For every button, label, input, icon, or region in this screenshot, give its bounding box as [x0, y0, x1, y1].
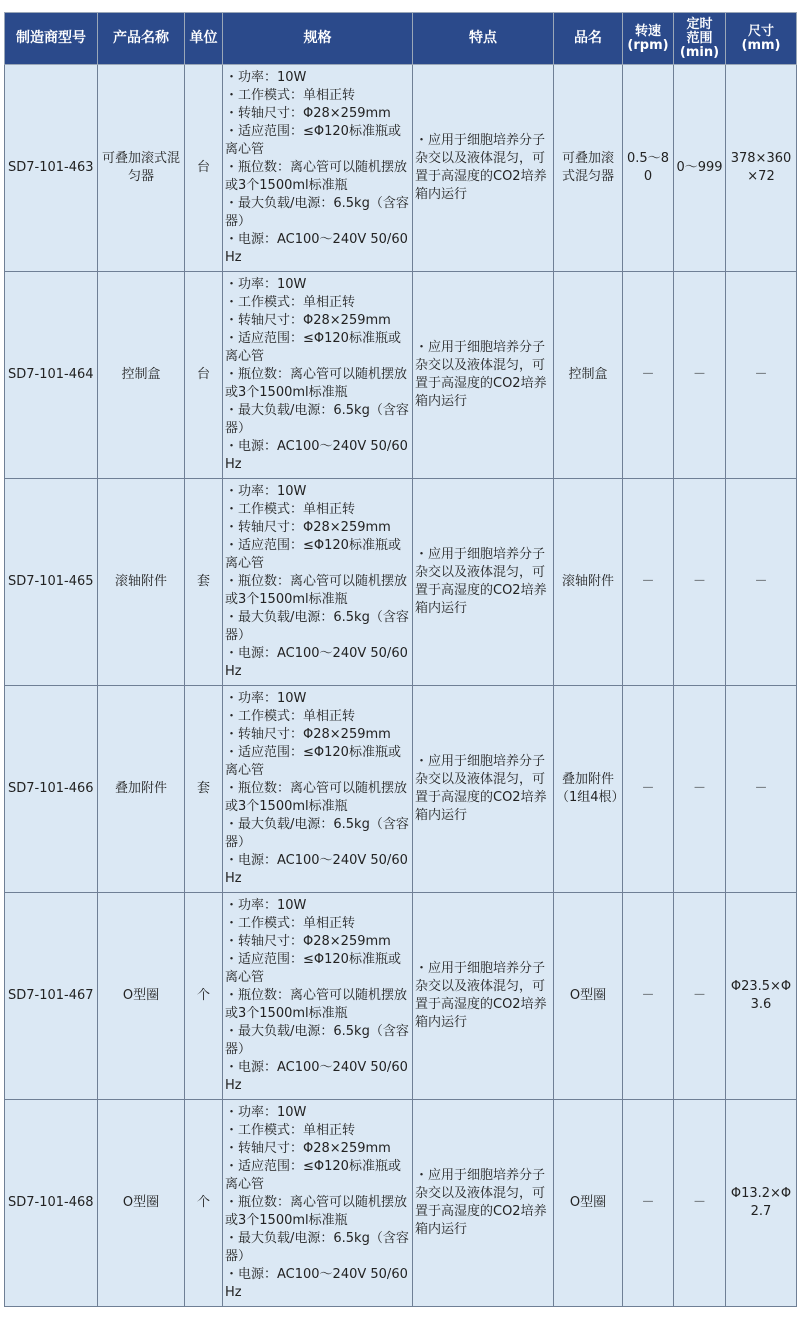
cell-spec	[223, 1100, 413, 1307]
spec-line: ・功率：10W	[225, 898, 307, 913]
cell-unit: 个	[185, 893, 223, 1100]
spec-line: ・最大负载/电源：6.5kg（含容器）	[225, 1231, 409, 1264]
spec-line: ・转轴尺寸：Φ28×259mm	[225, 727, 391, 742]
cell-product: 滚轴附件	[554, 479, 623, 686]
cell-name: 滚轴附件	[98, 479, 185, 686]
cell-size: －	[726, 479, 797, 686]
spec-line: ・电源：AC100～240V 50/60Hz	[225, 439, 408, 472]
product-spec-table	[4, 12, 797, 1307]
header-size-label: 尺寸	[747, 23, 774, 39]
table-row	[5, 65, 797, 272]
spec-line: ・电源：AC100～240V 50/60Hz	[225, 1267, 408, 1300]
cell-feature: ・应用于细胞培养分子杂交以及液体混匀，可置于高湿度的CO2培养箱内运行	[413, 1100, 554, 1307]
header-product: 品名	[554, 13, 623, 65]
cell-name: O型圈	[98, 893, 185, 1100]
spec-line: ・转轴尺寸：Φ28×259mm	[225, 1141, 391, 1156]
cell-size: Φ13.2×Φ2.7	[726, 1100, 797, 1307]
spec-line: ・适应范围：≤Φ120标准瓶或离心管	[225, 124, 401, 157]
cell-model: SD7-101-463	[5, 65, 98, 272]
header-unit: 单位	[185, 13, 223, 65]
product-table-container	[4, 12, 797, 1307]
spec-line: ・最大负载/电源：6.5kg（含容器）	[225, 817, 409, 850]
cell-speed: －	[623, 893, 674, 1100]
cell-timer: －	[674, 893, 726, 1100]
cell-name: 可叠加滚式混匀器	[98, 65, 185, 272]
spec-line: ・最大负载/电源：6.5kg（含容器）	[225, 610, 409, 643]
cell-model: SD7-101-467	[5, 893, 98, 1100]
header-speed	[623, 13, 674, 65]
table-row	[5, 479, 797, 686]
spec-line: ・瓶位数：离心管可以随机摆放或3个1500ml标准瓶	[225, 1195, 408, 1228]
cell-spec	[223, 479, 413, 686]
cell-unit: 套	[185, 686, 223, 893]
spec-line: ・转轴尺寸：Φ28×259mm	[225, 313, 391, 328]
cell-model: SD7-101-465	[5, 479, 98, 686]
spec-line: ・功率：10W	[225, 70, 307, 85]
spec-line: ・电源：AC100～240V 50/60Hz	[225, 1060, 408, 1093]
cell-product: O型圈	[554, 893, 623, 1100]
header-size-unit: (mm)	[741, 37, 781, 53]
spec-line: ・瓶位数：离心管可以随机摆放或3个1500ml标准瓶	[225, 781, 408, 814]
cell-name: 叠加附件	[98, 686, 185, 893]
header-feature: 特点	[413, 13, 554, 65]
cell-model: SD7-101-468	[5, 1100, 98, 1307]
cell-speed: －	[623, 1100, 674, 1307]
cell-size: 378×360×72	[726, 65, 797, 272]
spec-line: ・工作模式：单相正转	[225, 502, 356, 517]
cell-spec	[223, 65, 413, 272]
spec-line: ・最大负载/电源：6.5kg（含容器）	[225, 403, 409, 436]
spec-line: ・工作模式：单相正转	[225, 295, 356, 310]
spec-line: ・瓶位数：离心管可以随机摆放或3个1500ml标准瓶	[225, 367, 408, 400]
spec-line: ・适应范围：≤Φ120标准瓶或离心管	[225, 745, 401, 778]
cell-spec	[223, 272, 413, 479]
cell-unit: 台	[185, 272, 223, 479]
spec-line: ・工作模式：单相正转	[225, 916, 356, 931]
header-speed-label: 转速	[634, 23, 661, 39]
table-body	[5, 65, 797, 1307]
cell-unit: 个	[185, 1100, 223, 1307]
spec-line: ・转轴尺寸：Φ28×259mm	[225, 934, 391, 949]
spec-line: ・电源：AC100～240V 50/60Hz	[225, 853, 408, 886]
spec-line: ・转轴尺寸：Φ28×259mm	[225, 106, 391, 121]
header-timer	[674, 13, 726, 65]
spec-line: ・适应范围：≤Φ120标准瓶或离心管	[225, 1159, 401, 1192]
spec-line: ・功率：10W	[225, 277, 307, 292]
cell-feature: ・应用于细胞培养分子杂交以及液体混匀，可置于高湿度的CO2培养箱内运行	[413, 65, 554, 272]
cell-feature: ・应用于细胞培养分子杂交以及液体混匀，可置于高湿度的CO2培养箱内运行	[413, 893, 554, 1100]
header-size	[726, 13, 797, 65]
header-timer-label-2: 范围	[686, 30, 713, 46]
cell-product: O型圈	[554, 1100, 623, 1307]
spec-line: ・瓶位数：离心管可以随机摆放或3个1500ml标准瓶	[225, 160, 408, 193]
cell-size: －	[726, 272, 797, 479]
header-speed-unit: (rpm)	[627, 37, 669, 53]
spec-line: ・电源：AC100～240V 50/60Hz	[225, 232, 408, 265]
table-row	[5, 893, 797, 1100]
spec-line: ・瓶位数：离心管可以随机摆放或3个1500ml标准瓶	[225, 574, 408, 607]
cell-spec	[223, 686, 413, 893]
cell-speed: －	[623, 272, 674, 479]
cell-timer: －	[674, 272, 726, 479]
cell-feature: ・应用于细胞培养分子杂交以及液体混匀，可置于高湿度的CO2培养箱内运行	[413, 272, 554, 479]
cell-model: SD7-101-466	[5, 686, 98, 893]
spec-line: ・功率：10W	[225, 484, 307, 499]
cell-feature: ・应用于细胞培养分子杂交以及液体混匀，可置于高湿度的CO2培养箱内运行	[413, 686, 554, 893]
spec-line: ・适应范围：≤Φ120标准瓶或离心管	[225, 331, 401, 364]
spec-line: ・适应范围：≤Φ120标准瓶或离心管	[225, 952, 401, 985]
spec-line: ・功率：10W	[225, 1105, 307, 1120]
cell-speed: －	[623, 686, 674, 893]
spec-line: ・工作模式：单相正转	[225, 1123, 356, 1138]
spec-line: ・最大负载/电源：6.5kg（含容器）	[225, 1024, 409, 1057]
table-row	[5, 1100, 797, 1307]
cell-product: 可叠加滚式混匀器	[554, 65, 623, 272]
spec-line: ・功率：10W	[225, 691, 307, 706]
cell-timer: －	[674, 1100, 726, 1307]
spec-line: ・电源：AC100～240V 50/60Hz	[225, 646, 408, 679]
cell-unit: 台	[185, 65, 223, 272]
cell-timer: －	[674, 686, 726, 893]
cell-unit: 套	[185, 479, 223, 686]
cell-feature: ・应用于细胞培养分子杂交以及液体混匀，可置于高湿度的CO2培养箱内运行	[413, 479, 554, 686]
header-name: 产品名称	[98, 13, 185, 65]
cell-size: Φ23.5×Φ3.6	[726, 893, 797, 1100]
cell-name: O型圈	[98, 1100, 185, 1307]
cell-size: －	[726, 686, 797, 893]
cell-name: 控制盒	[98, 272, 185, 479]
cell-product: 叠加附件（1组4根）	[554, 686, 623, 893]
cell-speed: 0.5～80	[623, 65, 674, 272]
cell-timer: 0～999	[674, 65, 726, 272]
header-timer-label-1: 定时	[686, 16, 713, 32]
cell-spec	[223, 893, 413, 1100]
cell-speed: －	[623, 479, 674, 686]
spec-line: ・最大负载/电源：6.5kg（含容器）	[225, 196, 409, 229]
header-spec: 规格	[223, 13, 413, 65]
spec-line: ・工作模式：单相正转	[225, 88, 356, 103]
header-timer-unit: (min)	[679, 44, 720, 60]
cell-model: SD7-101-464	[5, 272, 98, 479]
spec-line: ・适应范围：≤Φ120标准瓶或离心管	[225, 538, 401, 571]
spec-line: ・瓶位数：离心管可以随机摆放或3个1500ml标准瓶	[225, 988, 408, 1021]
spec-line: ・工作模式：单相正转	[225, 709, 356, 724]
table-row	[5, 272, 797, 479]
cell-timer: －	[674, 479, 726, 686]
header-row	[5, 13, 797, 65]
table-row	[5, 686, 797, 893]
spec-line: ・转轴尺寸：Φ28×259mm	[225, 520, 391, 535]
cell-product: 控制盒	[554, 272, 623, 479]
header-model: 制造商型号	[5, 13, 98, 65]
